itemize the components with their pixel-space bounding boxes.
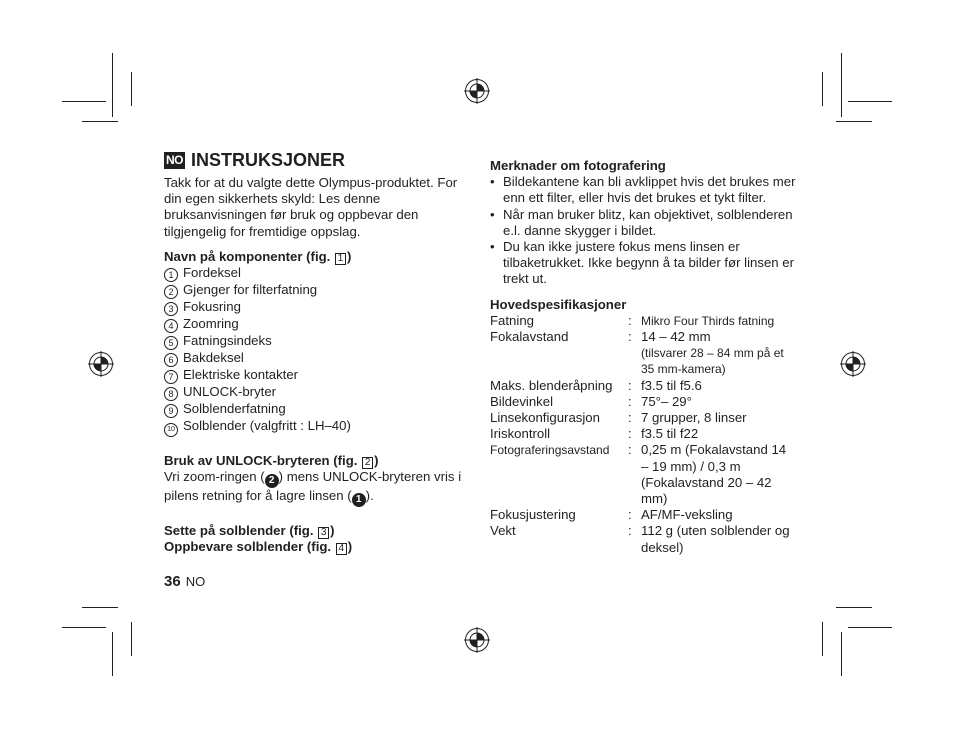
crop-mark: [82, 607, 118, 608]
item-number: 6: [164, 353, 178, 367]
crop-mark: [131, 72, 132, 106]
crop-mark: [822, 72, 823, 106]
registration-mark-icon: [464, 78, 490, 104]
list-item: 10 Solblender (valgfritt : LH–40): [164, 418, 464, 437]
registration-mark-icon: [88, 351, 114, 377]
item-number: 2: [164, 285, 178, 299]
page-title: INSTRUKSJONER: [191, 150, 346, 170]
figure-ref: 4: [336, 543, 347, 555]
registration-mark-icon: [464, 627, 490, 653]
item-number: 8: [164, 387, 178, 401]
crop-mark: [841, 632, 842, 676]
figure-ref: 3: [318, 527, 329, 539]
item-number: 1: [164, 268, 178, 282]
list-item: • Når man bruker blitz, kan objektivet, solblenderen e.l. danne skygger i bildet.: [490, 207, 800, 239]
list-item: 6 Bakdeksel: [164, 350, 464, 367]
item-number: 5: [164, 336, 178, 350]
crop-mark: [848, 627, 892, 628]
list-item: 4 Zoomring: [164, 316, 464, 333]
item-number: 4: [164, 319, 178, 333]
step-number: 2: [265, 474, 279, 488]
crop-mark: [62, 101, 106, 102]
crop-mark: [836, 121, 872, 122]
list-item: 7 Elektriske kontakter: [164, 367, 464, 384]
item-number: 3: [164, 302, 178, 316]
right-column: [490, 158, 800, 556]
crop-mark: [112, 53, 113, 117]
table-row: Maks. blenderåpning : f3.5 til f5.6: [490, 377, 702, 393]
table-row: Bildevinkel : 75°– 29°: [490, 393, 692, 409]
section-title: [164, 150, 345, 171]
unlock-paragraph: Vri zoom-ringen ( 2 ) mens UNLOCK-bryteren vris i pilens retning for å lagre linsen ( 1 ).: [164, 469, 462, 506]
figure-ref: 2: [362, 457, 373, 469]
crop-mark: [836, 607, 872, 608]
step-number: 1: [352, 493, 366, 507]
components-heading: Navn på komponenter (fig. 1 ): [164, 248, 352, 264]
list-item: 5 Fatningsindeks: [164, 333, 464, 350]
table-row: Fokusjustering : AF/MF-veksling: [490, 507, 733, 523]
list-item: 2 Gjenger for filterfatning: [164, 282, 464, 299]
item-number: 9: [164, 404, 178, 418]
notes-heading: Merknader om fotografering: [490, 158, 666, 173]
hood-attach-heading: Sette på solblender (fig. 3 ): [164, 523, 335, 539]
list-item: 3 Fokusring: [164, 299, 464, 316]
table-row: Iriskontroll : f3.5 til f22: [490, 426, 699, 442]
crop-mark: [822, 622, 823, 656]
table-row: Linsekonfigurasjon : 7 grupper, 8 linser: [490, 410, 747, 426]
specs-table: [490, 313, 800, 556]
item-number: 10: [164, 423, 178, 437]
table-row: Fotograferingsavstand : 0,25 m (Fokalavstand 14 – 19 mm) / 0,3 m (Fokalavstand 20 – 42 mm): [490, 442, 787, 507]
intro-paragraph: Takk for at du valgte dette Olympus-produktet. For din egen sikkerhets skyld: Les denne bruksanvisningen før bruk og oppbevar den tilgjengelig for fremtidige oppslag.: [164, 175, 458, 239]
crop-mark: [82, 121, 118, 122]
list-item: 1 Fordeksel: [164, 265, 464, 282]
unlock-heading: Bruk av UNLOCK-bryteren (fig. 2 ): [164, 453, 379, 469]
crop-mark: [841, 53, 842, 117]
table-row: Fatning : Mikro Four Thirds fatning: [490, 312, 775, 328]
list-item: • Du kan ikke justere fokus mens linsen er tilbaketrukket. Ikke begynn å ta bilder før linsen er trekt ut.: [490, 239, 800, 288]
left-column: [164, 175, 464, 556]
crop-mark: [112, 632, 113, 676]
crop-mark: [848, 101, 892, 102]
figure-ref: 1: [335, 253, 346, 265]
item-number: 7: [164, 370, 178, 384]
crop-mark: [62, 627, 106, 628]
list-item: 8 UNLOCK-bryter: [164, 384, 464, 401]
component-list: [164, 265, 464, 437]
table-row: Fokalavstand : 14 – 42 mm (tilsvarer 28 – 84 mm på et 35 mm-kamera): [490, 329, 800, 378]
table-row: Vekt : 112 g (uten solblender og deksel): [490, 523, 790, 555]
crop-mark: [131, 622, 132, 656]
registration-mark-icon: [840, 351, 866, 377]
specs-heading: Hovedspesifikasjoner: [490, 296, 627, 312]
list-item: 9 Solblenderfatning: [164, 401, 464, 418]
language-badge: NO: [166, 153, 183, 167]
spec-note: (tilsvarer 28 – 84 mm på et 35 mm-kamera): [641, 346, 784, 377]
page-number: 36 NO: [164, 573, 206, 590]
hood-store-heading: Oppbevare solblender (fig. 4 ): [164, 539, 353, 555]
page-lang: NO: [185, 574, 206, 589]
list-item: • Bildekantene kan bli avklippet hvis det brukes mer enn ett filter, eller hvis det brukes et tykt filter.: [490, 174, 800, 206]
